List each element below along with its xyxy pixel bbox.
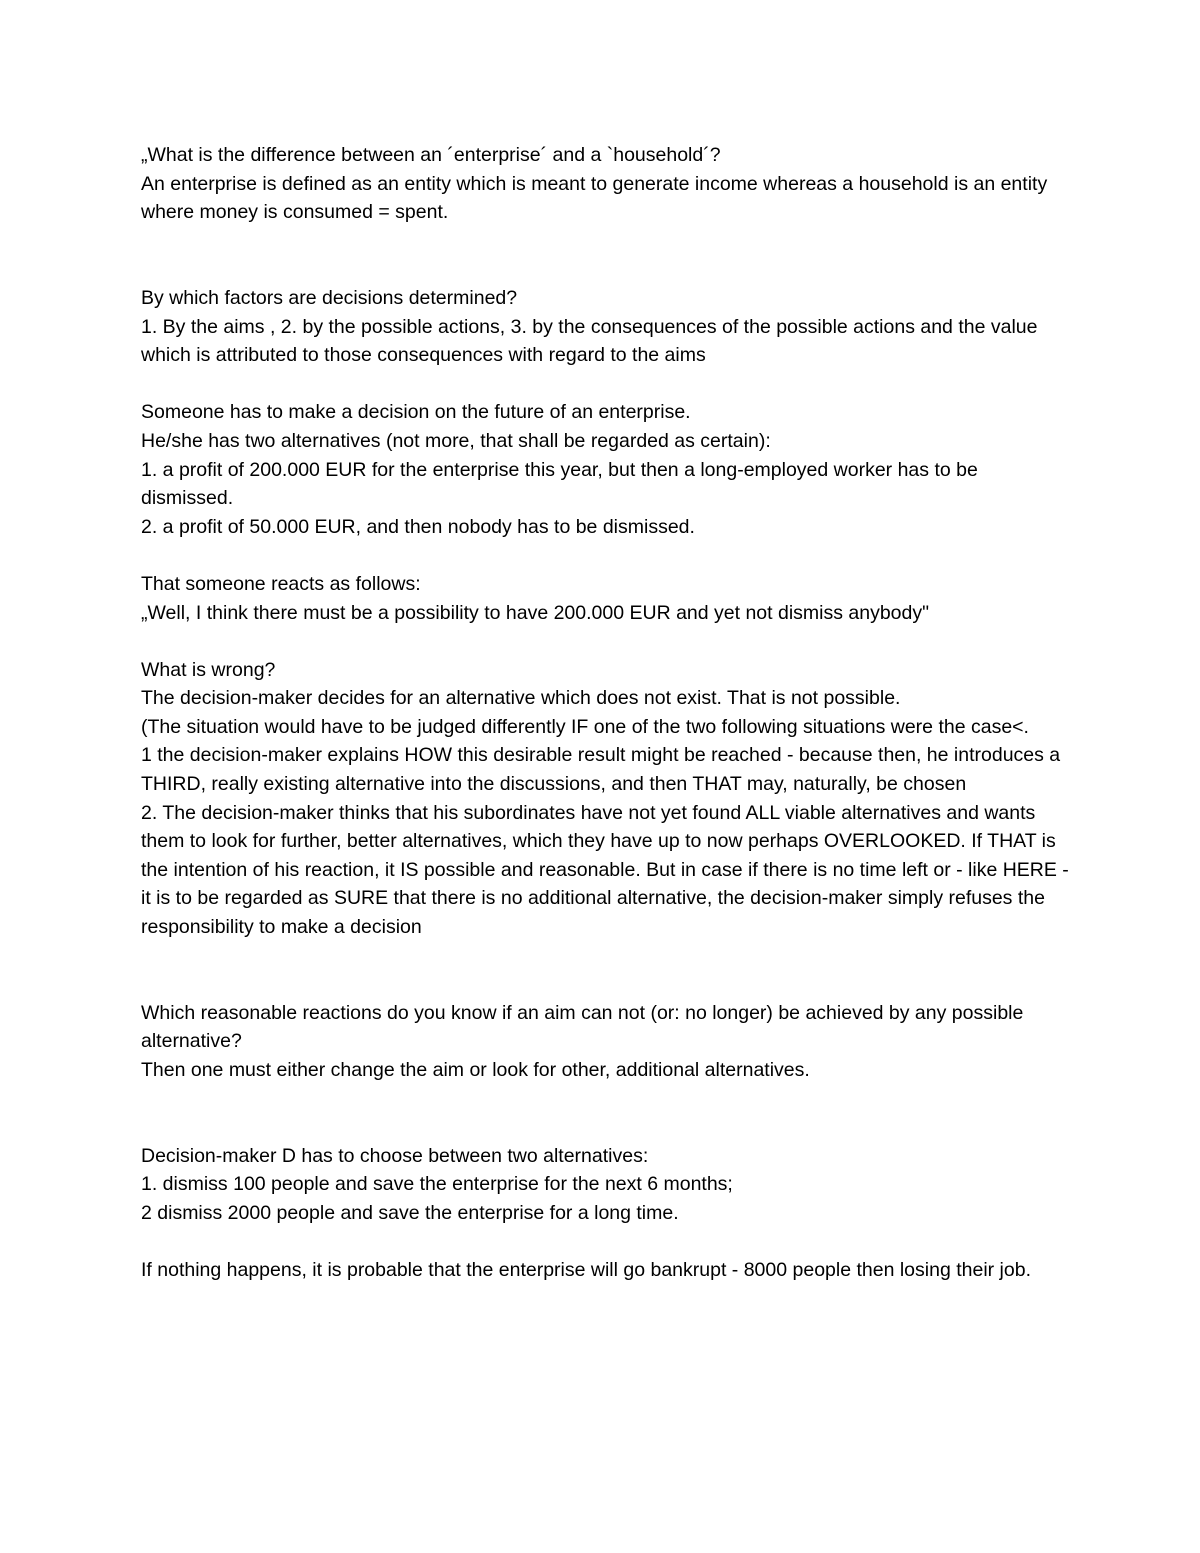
question-enterprise-household: „What is the difference between an ´enterprise´ and a `household´?: [141, 144, 721, 166]
answer-what-is-wrong: The decision-maker decides for an alternative which does not exist. That is not possible.: [141, 687, 901, 710]
scenario-alternative-2: 2. a profit of 50.000 EUR, and then nobody has to be dismissed.: [141, 515, 695, 538]
decision-maker-d-intro: Decision-maker D has to choose between two alternatives:: [141, 1144, 649, 1167]
spacer: [141, 1228, 1071, 1257]
answer-reasonable-reactions: Then one must either change the aim or look for other, additional alternatives.: [141, 1059, 810, 1081]
reaction-intro: That someone reacts as follows:: [141, 572, 421, 595]
answer-decision-factors: 1. By the aims , 2. by the possible actions, 3. by the consequences of the possible actions and the value which is attributed to those consequences with regard to the aims: [141, 315, 1038, 367]
reaction-quote: „Well, I think there must be a possibility to have 200.000 EUR and yet not dismiss anybody": [141, 601, 930, 624]
section-decision-maker-d: [141, 1142, 1071, 1228]
scenario-alternatives-intro: He/she has two alternatives (not more, that shall be regarded as certain):: [141, 429, 771, 452]
note-what-is-wrong: (The situation would have to be judged differently IF one of the two following situations were the case<.: [141, 715, 1029, 738]
decision-maker-d-alternative-1: 1. dismiss 100 people and save the enterprise for the next 6 months;: [141, 1173, 733, 1196]
point-1-what-is-wrong: 1 the decision-maker explains HOW this desirable result might be reached - because then, he introduces a THIRD, really existing alternative into the discussions, and then THAT may, naturally, be chosen: [141, 744, 1061, 796]
section-decision-factors: [141, 284, 1071, 370]
spacer: [141, 627, 1071, 656]
spacer: [141, 370, 1071, 399]
section-reaction: [141, 570, 1071, 627]
section-consequence: [141, 1256, 1071, 1285]
document-page: [141, 141, 1071, 1285]
consequence-text: If nothing happens, it is probable that the enterprise will go bankrupt - 8000 people then losing their job.: [141, 1259, 1032, 1282]
spacer: [141, 1085, 1071, 1142]
spacer: [141, 541, 1071, 570]
scenario-intro: Someone has to make a decision on the future of an enterprise.: [141, 401, 691, 424]
section-scenario: [141, 398, 1071, 541]
question-reasonable-reactions: Which reasonable reactions do you know if an aim can not (or: no longer) be achieved by any possible alternative?: [141, 1001, 1024, 1053]
section-what-is-wrong: [141, 656, 1071, 942]
section-enterprise-household: [141, 141, 1071, 227]
answer-enterprise-household: An enterprise is defined as an entity which is meant to generate income whereas a household is an entity where money is consumed = spent.: [141, 172, 1048, 224]
question-decision-factors: By which factors are decisions determined?: [141, 286, 518, 309]
spacer: [141, 942, 1071, 999]
spacer: [141, 227, 1071, 284]
decision-maker-d-alternative-2: 2 dismiss 2000 people and save the enterprise for a long time.: [141, 1201, 679, 1224]
scenario-alternative-1: 1. a profit of 200.000 EUR for the enterprise this year, but then a long-employed worker has to be dismissed.: [141, 458, 978, 510]
section-reasonable-reactions: [141, 999, 1071, 1085]
point-2-what-is-wrong: 2. The decision-maker thinks that his subordinates have not yet found ALL viable alternatives and wants them to look for further, better alternatives, which they have up to now perhaps OVERLOOKED. If THAT is the intention of his reaction, it IS possible and reasonable. But in case if there is no time left or - like HERE - it is to be regarded as SURE that there is no additional alternative, the decision-maker simply refuses the responsibility to make a decision: [141, 801, 1069, 939]
question-what-is-wrong: What is wrong?: [141, 658, 276, 681]
